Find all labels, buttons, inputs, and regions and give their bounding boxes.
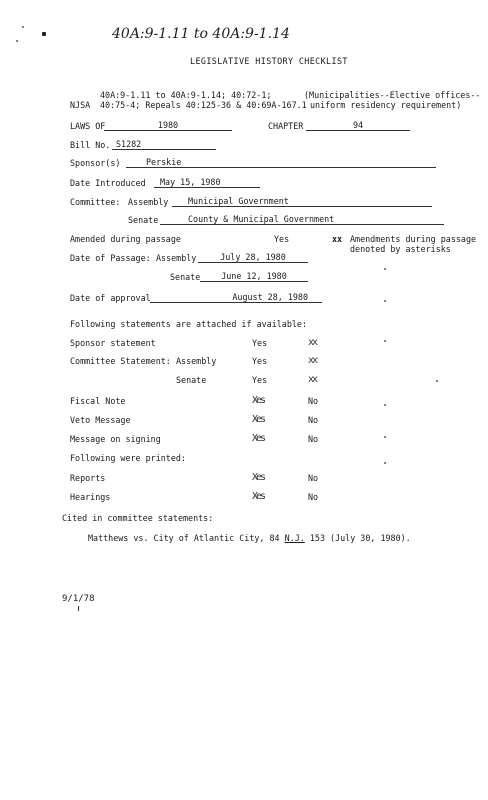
- passage-senate-date: June 12, 1980: [200, 271, 308, 282]
- stray-mark: [42, 32, 46, 36]
- amended-note-mark: xx: [332, 234, 343, 244]
- passage-assembly-date: July 28, 1980: [198, 252, 308, 263]
- statement-label: Committee Statement:: [70, 356, 171, 366]
- njsa-line-2: 40:75-4; Repeals 40:125-36 & 40:69A-167.1: [100, 100, 307, 110]
- date-introduced-value: May 15, 1980: [154, 177, 260, 188]
- margin-mark: [384, 300, 386, 302]
- statement-yes: Yes: [252, 375, 268, 385]
- date-of-passage-label: Date of Passage:: [70, 253, 151, 263]
- statement-label: Sponsor statement: [70, 338, 156, 348]
- passage-senate-label: Senate: [170, 272, 201, 282]
- margin-mark: [384, 340, 386, 342]
- laws-of-value: 1980: [104, 120, 232, 131]
- statement-no: No: [308, 434, 319, 444]
- margin-mark: [384, 462, 386, 464]
- margin-mark: [384, 436, 386, 438]
- attached-heading: Following statements are attached if available:: [70, 319, 307, 329]
- assembly-committee-label: Assembly: [128, 197, 169, 207]
- passage-assembly-label: Assembly: [156, 253, 197, 263]
- footer-tick: [78, 606, 79, 611]
- bill-label: Bill No.: [70, 140, 111, 150]
- printed-yes-mark: Xes: [252, 472, 265, 483]
- handwritten-header: 40A:9-1.11 to 40A:9-1.14: [112, 26, 290, 42]
- amended-note-line-1: Amendments during passage: [350, 234, 477, 244]
- printed-yes-mark: Xes: [252, 491, 265, 502]
- statement-yes-mark: Xes: [252, 433, 265, 444]
- senate-committee-label: Senate: [128, 215, 159, 225]
- printed-no: No: [308, 473, 319, 483]
- njsa-line-1: 40A:9-1.11 to 40A:9-1.14; 40:72-1;: [100, 90, 272, 100]
- statement-no-mark: xx: [308, 374, 317, 385]
- statement-label: Message on signing: [70, 434, 161, 444]
- subject-line-2: uniform residency requirement): [310, 100, 462, 110]
- approval-date: August 28, 1980: [150, 292, 322, 303]
- stray-mark: [16, 40, 18, 42]
- statement-yes: Yes: [252, 338, 268, 348]
- margin-mark: [384, 268, 386, 270]
- statement-label: Fiscal Note: [70, 396, 126, 406]
- njsa-label: NJSA: [70, 100, 91, 110]
- statement-label: Veto Message: [70, 415, 131, 425]
- cited-heading: Cited in committee statements:: [62, 513, 214, 523]
- statement-no-mark: xx: [308, 355, 317, 366]
- citation: Matthews vs. City of Atlantic City, 84 N.J. 153 (July 30, 1980).: [88, 533, 411, 543]
- printed-heading: Following were printed:: [70, 453, 186, 463]
- assembly-committee-value: Municipal Government: [172, 196, 432, 207]
- amended-note-line-2: denoted by asterisks: [350, 244, 451, 254]
- subject-line-1: (Municipalities--Elective offices--: [304, 90, 481, 100]
- printed-label: Reports: [70, 473, 106, 483]
- statement-sub: Assembly: [176, 356, 217, 366]
- statement-yes-mark: Xes: [252, 395, 265, 406]
- chapter-value: 94: [306, 120, 410, 131]
- statement-no: No: [308, 396, 319, 406]
- statement-no: No: [308, 415, 319, 425]
- committee-label: Committee:: [70, 197, 121, 207]
- statement-yes-mark: Xes: [252, 414, 265, 425]
- bill-value: S1282: [112, 139, 216, 150]
- date-introduced-label: Date Introduced: [70, 178, 146, 188]
- laws-of-label: LAWS OF: [70, 121, 106, 131]
- approval-label: Date of approval: [70, 293, 151, 303]
- printed-label: Hearings: [70, 492, 111, 502]
- amended-value: Yes: [274, 234, 290, 244]
- chapter-label: CHAPTER: [268, 121, 304, 131]
- statement-sub: Senate: [176, 375, 207, 385]
- statement-no-mark: xx: [308, 337, 317, 348]
- margin-mark: [436, 380, 438, 382]
- page-title: LEGISLATIVE HISTORY CHECKLIST: [190, 56, 348, 66]
- amended-label: Amended during passage: [70, 234, 181, 244]
- statement-yes: Yes: [252, 356, 268, 366]
- sponsor-label: Sponsor(s): [70, 158, 121, 168]
- printed-no: No: [308, 492, 319, 502]
- footer-stamp: 9/1/78: [62, 594, 95, 604]
- margin-mark: [384, 404, 386, 406]
- stray-mark: [22, 26, 24, 28]
- senate-committee-value: County & Municipal Government: [160, 214, 444, 225]
- sponsor-value: Perskie: [126, 157, 436, 168]
